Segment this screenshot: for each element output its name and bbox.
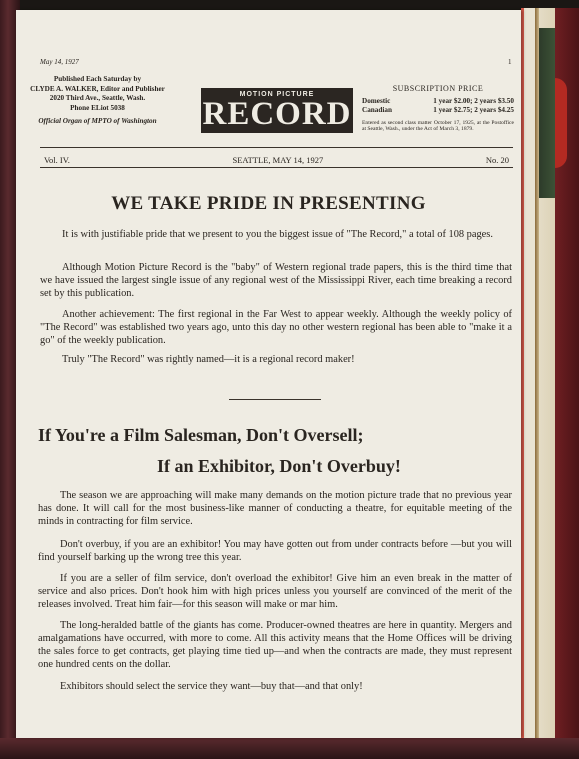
domestic-label: Domestic [362,97,391,105]
publisher-block [25,75,170,127]
book-binding-bottom [0,738,579,759]
volume: Vol. IV. [44,155,70,165]
article1-paragraph: It is with justifiable pride that we present to you the biggest issue of "The Record," a total of 108 pages. [62,229,493,240]
canadian-label: Canadian [362,106,392,114]
section-divider [229,399,321,400]
article2-paragraph: Exhibitors should select the service they want—buy that—and that only! [60,681,363,692]
published-line-1: Published Each Saturday by [53,75,142,83]
entered-notice: Entered as second class matter October 17, 1925, at the Postoffice at Seattle, Wash., under the Act of March 3, 1879. [362,120,514,132]
article2-paragraph: If you are a seller of film service, don't overload the exhibitor! Give him an even break in the matter of service and also prices. Don't hook him with high prices unless you yourself are convinced of the merit of the releases involved. Treat him fair—for this season will make or mar him. [38,573,512,610]
page-number: 1 [508,58,512,66]
volume-bar [44,155,509,165]
masthead-kicker: MOTION PICTURE [239,91,315,98]
masthead-logo [201,88,353,133]
published-line-4: Phone ELiot 5038 [70,103,125,112]
article2-paragraph: The season we are approaching will make many demands on the motion picture trade that no previous year has done. It will call for the most business-like manner of conducting a theatre, for equitable meeting of the minds in contracting for film service. [38,490,512,527]
article2-paragraph: The long-heralded battle of the giants has come. Producer-owned theatres are here in quantity. Mergers and amalgamations have occurred, with more to come. All this activity means that the Home Offices will be driving the sales force to get contracts, get playing time tied up—and when the contracts are made, they must represent one hundred cents on the dollar. [38,620,512,670]
green-tab [539,28,555,198]
article1-paragraph: Truly "The Record" was rightly named—it is a regional record maker! [62,354,355,365]
article1-paragraph: Although Motion Picture Record is the "baby" of Western regional trade papers, this is the third time that we have issued the largest single issue of any regional west of the Mississippi River, each time breaking a record set by this publication. [40,262,512,299]
article1-paragraph: Another achievement: The first regional in the Far West to appear weekly. Although the weekly policy of "The Record" was established two years ago, unto this day no other western regional has been able to "make it a go" of the weekly publication. [40,309,512,346]
article1-title: WE TAKE PRIDE IN PRESENTING [111,193,426,214]
domestic-prices: 1 year $2.00; 2 years $3.50 [433,97,514,105]
subscription-heading: SUBSCRIPTION PRICE [392,84,484,93]
subscription-domestic [362,97,514,106]
subscription-canadian [362,106,514,115]
article2-title-line-2: If an Exhibitor, Don't Overbuy! [157,456,401,476]
article2-title-line-1: If You're a Film Salesman, Don't Oversell; [38,425,364,445]
red-tab [555,78,567,168]
subscription-block [362,84,514,132]
official-organ: Official Organ of MPTO of Washington [38,117,157,125]
header-rule-bottom [40,167,513,168]
top-date: May 14, 1927 [40,58,79,66]
published-line-2: CLYDE A. WALKER, Editor and Publisher [30,84,165,93]
header-rule-top [40,147,513,148]
dateline: SEATTLE, MAY 14, 1927 [232,155,324,165]
issue-number: No. 20 [485,155,509,165]
page-stack-edge [521,8,579,748]
published-line-3: 2020 Third Ave., Seattle, Wash. [49,94,146,102]
masthead-title: RECORD [202,96,352,132]
canadian-prices: 1 year $2.75; 2 years $4.25 [433,106,514,114]
article2-paragraph: Don't overbuy, if you are an exhibitor! You may have gotten out from under contracts before —but you will find yourself barking up the wrong tree this year. [38,539,512,563]
